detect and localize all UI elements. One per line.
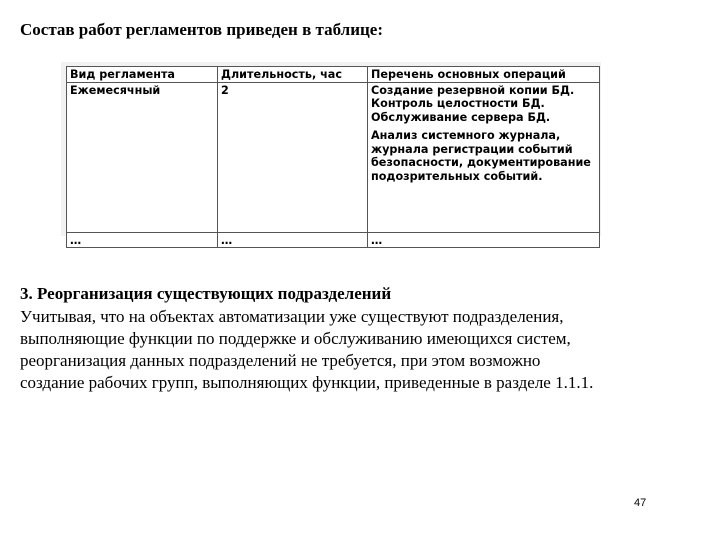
body-line: создание рабочих групп, выполняющих функции, приведенные в разделе 1.1.1.	[20, 373, 594, 392]
cell-operations	[368, 82, 600, 232]
section-heading: 3. Реорганизация существующих подразделений	[20, 284, 392, 303]
cell-duration: …	[218, 232, 368, 248]
page-number: 47	[634, 497, 647, 509]
table-header-row	[67, 67, 600, 83]
cell-type: Ежемесячный	[67, 82, 218, 232]
header-operations: Перечень основных операций	[368, 67, 600, 83]
header-type: Вид регламента	[67, 67, 218, 83]
section-body	[20, 306, 710, 394]
header-duration: Длительность, час	[218, 67, 368, 83]
table-row	[67, 82, 600, 232]
cell-duration: 2	[218, 82, 368, 232]
operation-item: Анализ системного журнала, журнала регистрации событий безопасности, документирование подозрительных событий.	[371, 128, 591, 183]
operation-item: Обслуживание сервера БД.	[371, 111, 551, 125]
body-line: выполняющие функции по поддержке и обслуживанию имеющихся систем,	[20, 329, 571, 348]
cell-type: …	[67, 232, 218, 248]
operation-item: Создание резервной копии БД.	[371, 83, 575, 97]
intro-text: Состав работ регламентов приведен в таблице:	[20, 20, 384, 39]
body-line: Учитывая, что на объектах автоматизации уже существуют подразделения,	[20, 307, 564, 326]
regulations-table	[66, 66, 600, 248]
operation-item: Контроль целостности БД.	[371, 97, 545, 111]
table-row	[67, 232, 600, 248]
body-line: реорганизация данных подразделений не требуется, при этом возможно	[20, 351, 541, 370]
cell-operations: …	[368, 232, 600, 248]
